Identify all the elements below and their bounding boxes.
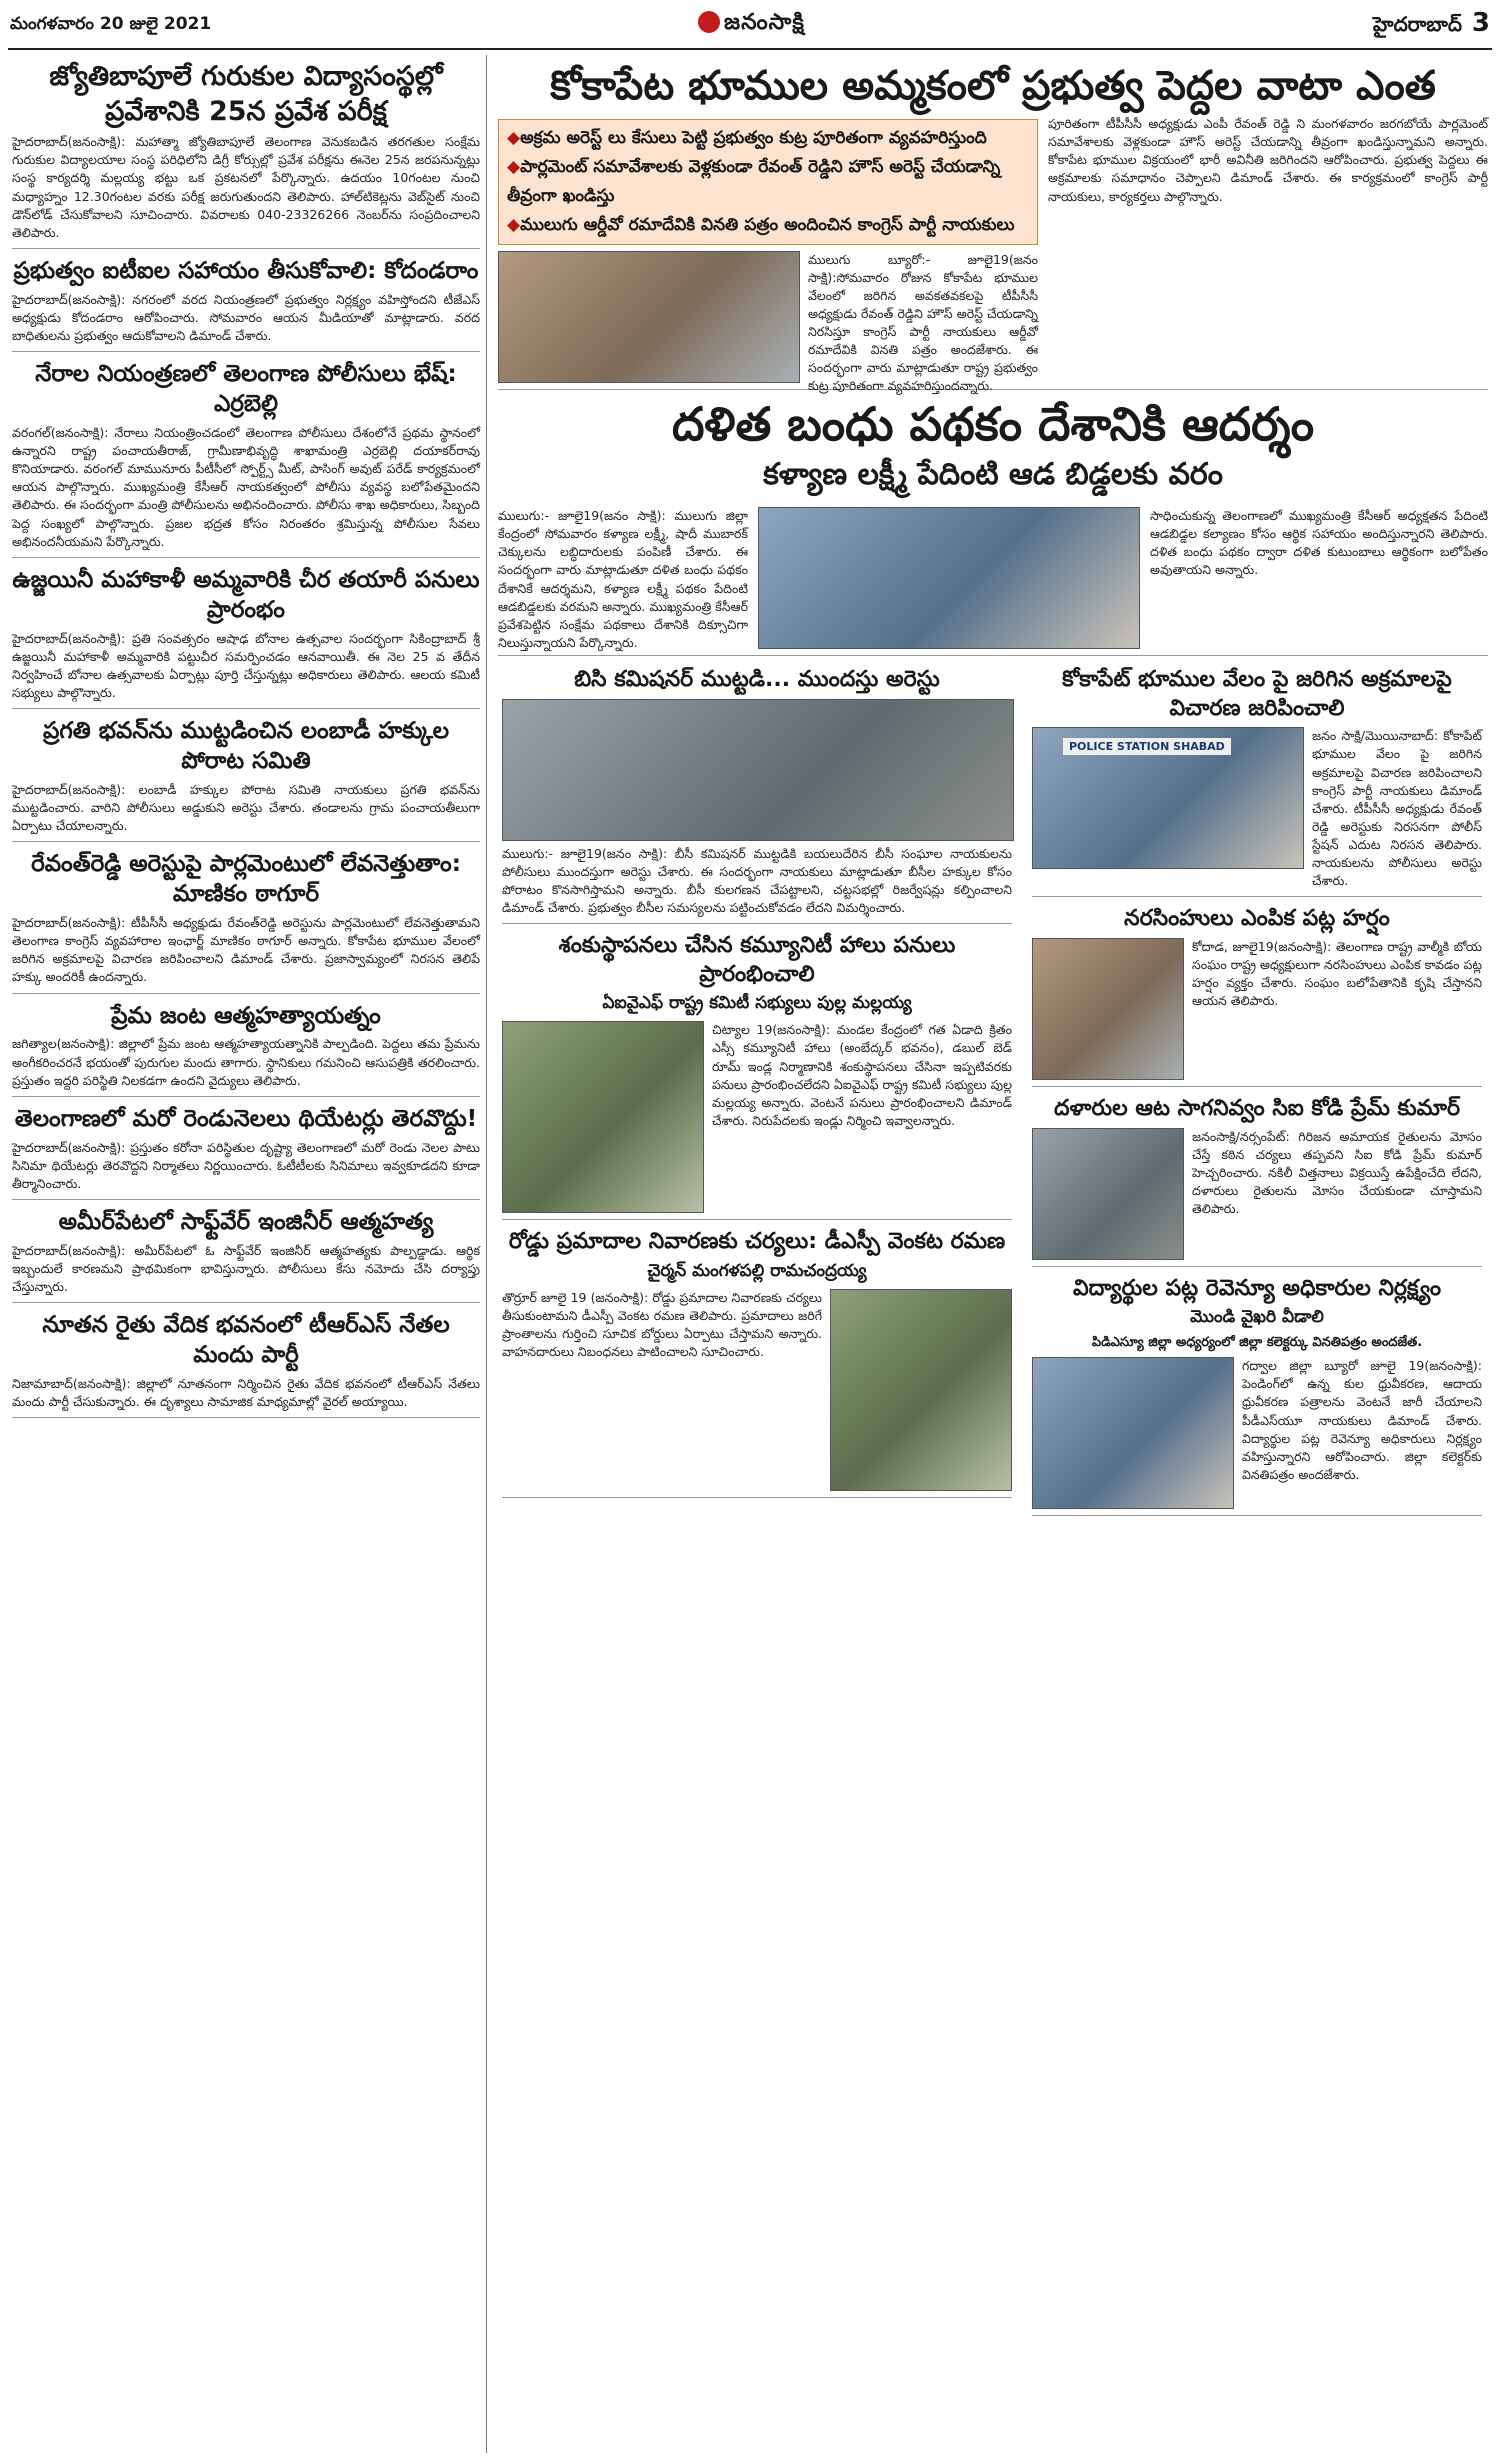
narasimhulu-headline: నరసింహులు ఎంపిక పట్ల హర్షం: [1124, 906, 1390, 932]
story-body: హైదరాబాద్(జనంసాక్షి): మహాత్మా జ్యోతిబాపూలే తెలంగాణ వెనుకబడిన తరగతుల సంక్షేమ గురుకుల విద్యాలయాల సంస్థ పరిధిలోని డిగ్రీ కోర్సుల్లో ప్రవేశ పరీక్షను ఈనెల 25న జరపనున్నట్లు సంస్థ కార్యదర్శి మల్లయ్య భట్టు ఒక ప్రకటనలో పేర్కొన్నారు. ఉదయం 10గంటల నుంచి మధ్యాహ్నం 12.30గంటల వరకు పరీక్ష జరుగుతుందని తెలిపారు. హాల్‌టికెట్లను వెబ్‌సైట్ నుంచి డౌన్‌లోడ్ చేసుకోవాలని సూచించారు. వివరాలకు 040-23326266 నెంబర్‌ను సంప్రదించాలని తెలిపారు.: [12, 134, 480, 240]
lead-headline: కోకాపేట భూముల అమ్మకంలో ప్రభుత్వ పెద్దల వాటా ఎంత: [550, 63, 1436, 109]
story-headline: ప్రగతి భవన్‌ను ముట్టడించిన లంబాడీ హక్కుల పోరాట సమితి: [42, 718, 450, 775]
lead-photo: [498, 251, 800, 383]
police-station-photo: [1032, 727, 1304, 869]
students-headline: విద్యార్థుల పట్ల రెవెన్యూ అధికారుల నిర్లక్ష్యం: [1072, 1275, 1441, 1301]
highlight-item: ◆ పార్లమెంట్ సమావేశాలకు వెళ్లకుండా రేవంత్ రెడ్డిని హౌస్ అరెస్ట్ చేయడాన్ని తీవ్రంగా ఖండిస్తు: [507, 153, 1029, 211]
station-sign: POLICE STATION SHABAD: [1063, 738, 1231, 755]
sivakodi-story: [1032, 1095, 1482, 1267]
page-header: [8, 8, 1492, 50]
edition-city: హైదరాబాద్: [1372, 12, 1462, 36]
community-headline: శంకుస్థాపనలు చేసిన కమ్యూనిటీ హాలు పనులు ప్రారంభించాలి: [558, 933, 956, 987]
story-headline: ప్రభుత్వం ఐటీఐల సహాయం తీసుకోవాలి: కోదండరాం: [13, 257, 479, 284]
highlight-item: ◆ ములుగు ఆర్డీవో రమాదేవికి వినతి పత్రం అందించిన కాంగ్రెస్ పార్టీ నాయకులు: [507, 211, 1029, 240]
dalita-body: ములుగు:- జూలై19(జనం సాక్షి): ములుగు జిల్లా కేంద్రంలో సోమవారం కళ్యాణ లక్ష్మీ, షాదీ ముబారక్ చెక్కులను లబ్ధిదారులకు పంపిణీ చేశారు. ఈ సందర్భంగా వారు మాట్లాడుతూ దళిత బంధు పథకం దేశానికే ఆదర్శమని, కళ్యాణ లక్ష్మీ పథకం పేదింటి ఆడబిడ్డలకు వరమని అన్నారు. ముఖ్యమంత్రి కేసీఆర్ ప్రవేశపెట్టిన సంక్షేమ పథకాలు దేశానికి దిక్సూచిగా నిలుస్తున్నాయని పేర్కొన్నారు.: [498, 508, 748, 650]
dalita-subheadline: కళ్యాణ లక్ష్మీ పేదింటి ఆడ బిడ్డలకు వరం: [763, 457, 1223, 493]
highlights-box: [498, 119, 1038, 245]
bc-headline: బిసి కమిషనర్ ముట్టడి... ముందస్తు అరెస్టు: [574, 667, 940, 693]
story: [12, 59, 480, 249]
narasimhulu-body: కోదాడ, జూలై19(జనంసాక్షి): తెలంగాణ రాష్ట్ర వాల్మీకి బోయ సంఘం రాష్ట్ర అధ్యక్షులుగా నరసింహులు ఎంపిక కావడం పట్ల హర్షం వ్యక్తం చేశారు. సంఘం బలోపేతానికి కృషి చేస్తానని ఆయన తెలిపారు.: [1192, 938, 1482, 1009]
story-headline: తెలంగాణలో మరో రెండునెలలు థియేటర్లు తెరవొద్దు!: [14, 1105, 478, 1132]
story-body: హైదరాబాద్(జనంసాక్షి): నగరంలో వరద నియంత్రణలో ప్రభుత్వం నిర్లక్ష్యం వహిస్తోందని టీజేఎస్ అధ్యక్షుడు కోదండరాం ఆరోపించారు. సోమవారం ఆయన మీడియాతో మాట్లాడారు. వరద బాధితులను ప్రభుత్వం ఆదుకోవాలని డిమాండ్ చేశారు.: [12, 291, 480, 344]
portrait-photo: [1032, 938, 1184, 1080]
story: [12, 717, 480, 842]
dalita-body-cont: సాధించుకున్న తెలంగాణలో ముఖ్యమంత్రి కేసీఆర్ అధ్యక్షతన పేదింటి ఆడబిడ్డల కల్యాణం కోసం ఆర్థిక సహాయం అందిస్తున్నారని తెలిపారు. దళిత బంధు పథకం ద్వారా దళిత కుటుంబాలు ఆర్థికంగా బలోపేతం అవుతాయని అన్నారు.: [1150, 508, 1488, 578]
lead-body-cont: పూరితంగా టీపీసీసీ అధ్యక్షుడు ఎంపీ రేవంత్ రెడ్డి ని మంగళవారం జరగబోయే పార్లమెంట్ సమావేశాలకు వెళ్లకుండా హౌస్ అరెస్ట్ చేయడాన్ని తీవ్రంగా ఖండిస్తున్నామని అన్నారు. కోకాపేట భూముల విక్రయంలో భారీ అవినీతి జరిగిందని ఆరోపించారు. ప్రభుత్వ పెద్దలు ఈ అక్రమాలకు సమాధానం చెప్పాలని డిమాండ్ చేశారు. ఈ కార్యక్రమంలో కాంగ్రెస్ పార్టీ నాయకులు, కార్యకర్తలు పాల్గొన్నారు.: [1048, 116, 1488, 204]
dalita-photo: [758, 507, 1140, 649]
story: [12, 566, 480, 709]
dalita-headline: దళిత బంధు పథకం దేశానికి ఆదర్శం: [671, 396, 1315, 451]
students-body: గద్వాల జిల్లా బ్యూరో జూలై 19(జనంసాక్షి): పెండింగ్‌లో ఉన్న కుల ధ్రువీకరణ, ఆదాయ ధ్రువీకరణ పత్రాలను వెంటనే జారీ చేయాలని పీడీఎస్‌యూ నాయకులు డిమాండ్ చేశారు. విద్యార్థుల పట్ల రెవెన్యూ అధికారులు నిర్లక్ష్యం వహిస్తున్నారని ఆరోపించారు. జిల్లా కలెక్టర్‌కు వినతిపత్రం అందజేశారు.: [1242, 1358, 1482, 1482]
dalita-story: [498, 396, 1488, 657]
page-number: 3: [1471, 8, 1490, 38]
story: [12, 1105, 480, 1200]
story-headline: అమీర్‌పేటలో సాఫ్ట్‌వేర్ ఇంజినీర్ ఆత్మహత్య: [58, 1209, 434, 1236]
logo-icon: [698, 11, 720, 33]
story-body: హైదరాబాద్(జనంసాక్షి): ప్రస్తుతం కరోనా పరిస్థితుల దృష్ట్యా తెలంగాణలో మరో రెండు నెలల పాటు సినిమా థియేటర్లు తెరవొద్దని నిర్మాతలు నిర్ణయించారు. ఓటీటీలకు సినిమాలు ఇవ్వకూడదని కూడా తీర్మానించారు.: [12, 1139, 480, 1191]
story: [12, 257, 480, 352]
highlight-item: ◆ అక్రమ అరెస్ట్ లు కేసులు పెట్టి ప్రభుత్వం కుట్ర పూరితంగా వ్యవహరిస్తుంది: [507, 124, 1029, 153]
kokapet-body: జనం సాక్షి/మొయినాబాద్: కోకాపేట్ భూముల వేలం పై జరిగిన అక్రమాలపై విచారణ జరిపించాలని కాంగ్రెస్ పార్టీ నాయకులు డిమాండ్ చేశారు. టీపీసీసీ అధ్యక్షుడు రేవంత్ రెడ్డి అరెస్టుకు నిరసనగా పోలీస్ స్టేషన్ ఎదుట నిరసన తెలిపారు. నాయకులను పోలీసులు అరెస్టు చేశారు.: [1312, 728, 1482, 889]
story: [12, 1002, 480, 1097]
lead-body: ములుగు బ్యూరో:- జూలై19(జనం సాక్షి):సోమవారం రోజున కోకాపేట భూముల వేలంలో జరిగిన అవకతవకలపై టీపీసీసీ అధ్యక్షుడు రేవంత్ రెడ్డిని హౌస్ అరెస్ట్ చేయడాన్ని నిరసిస్తూ కాంగ్రెస్ పార్టీ నాయకులు ఆర్డీవో రమాదేవికి వినతి పత్రం అందజేశారు. ఈ సందర్భంగా వారు మాట్లాడుతూ రాష్ట్ర ప్రభుత్వం కుట్ర పూరితంగా వ్యవహరిస్తుందన్నారు.: [808, 251, 1038, 394]
road-subheadline: చైర్మన్ మంగళపల్లి రామచంద్రయ్య: [647, 1260, 867, 1281]
story-body: నిజామాబాద్(జనంసాక్షి): జిల్లాలో నూతనంగా నిర్మించిన రైతు వేదిక భవనంలో టీఆర్ఎస్ నేతలు మందు పార్టీ చేసుకున్నారు. ఈ దృశ్యాలు సామాజిక మాధ్యమాల్లో వైరల్ అయ్యాయి.: [12, 1376, 480, 1410]
story-headline: జ్యోతిబాపూలే గురుకుల విద్యాసంస్థల్లో ప్రవేశానికి 25న ప్రవేశ పరీక్ష: [49, 61, 443, 128]
sivakodi-headline: దళారుల ఆట సాగనివ్వం సిఐ కోడి ప్రేమ్ కుమార్: [1053, 1095, 1460, 1121]
narasimhulu-story: [1032, 905, 1482, 1087]
left-column: [8, 55, 487, 2453]
bc-body: ములుగు:- జూలై19(జనం సాక్షి): బీసీ కమిషనర్ ముట్టడికి బయలుదేరిన బీసీ సంఘాల నాయకులను పోలీసులు ముందస్తుగా అరెస్టు చేశారు. ఈ సందర్భంగా నాయకులు మాట్లాడుతూ బీసీల హక్కుల కోసం పోరాటం కొనసాగిస్తామని అన్నారు. బీసీ కులగణన చేపట్టాలని, చట్టసభల్లో రిజర్వేషన్లు కల్పించాలని డిమాండ్ చేశారు. ప్రభుత్వం బీసీల సమస్యలను పట్టించుకోవడం లేదని విమర్శించారు.: [502, 845, 1012, 916]
lead-story: [498, 61, 1488, 394]
story-body: హైదరాబాద్(జనంసాక్షి): లంబాడీ హక్కుల పోరాట సమితి నాయకులు ప్రగతి భవన్‌ను ముట్టడించారు. వారిని పోలీసులు అడ్డుకుని అరెస్టు చేశారు. తండాలను గ్రామ పంచాయతీలుగా ఏర్పాటు చేయాలన్నారు.: [12, 781, 480, 834]
right-area: [494, 55, 1492, 2453]
community-subheadline: ఏఐవైఎఫ్ రాష్ట్ర కమిటీ సభ్యులు పుల్ల మల్లయ్య: [602, 993, 912, 1014]
story-headline: నేరాల నియంత్రణలో తెలంగాణ పోలీసులు భేష్: ఎర్రబెల్లి: [35, 361, 457, 418]
masthead-logo: [698, 10, 805, 40]
students-caption: పిడిఎస్యూ జిల్లా అధ్యర్యంలో జిల్లా కలెక్టర్కు వినతిపత్రం అందజేత.: [1091, 1335, 1423, 1351]
story-body: హైదరాబాద్(జనంసాక్షి): టీపీసీసీ అధ్యక్షుడు రేవంత్‌రెడ్డి అరెస్టును పార్లమెంటులో లేవనెత్తుతామని తెలంగాణ కాంగ్రెస్ వ్యవహారాల ఇంఛార్జ్ మాణికం ఠాగూర్ అన్నారు. కోకాపేట భూముల వేలంలో జరిగిన అక్రమాలపై విచారణ జరిపించాలని డిమాండ్ చేశారు. ప్రజాస్వామ్యంలో నిరసన తెలిపే హక్కు అందరికీ ఉందన్నారు.: [12, 915, 480, 985]
sivakodi-body: జనంసాక్షి/నర్సంపేట్: గిరిజన అమాయక రైతులను మోసం చేస్తే కఠిన చర్యలు తప్పవని సిఐ కోడి ప్రేమ్ కుమార్ హెచ్చరించారు. నకిలీ విత్తనాలు విక్రయిస్తే ఉపేక్షించేది లేదని, దళారులు రైతులను మోసం చేయకుండా చూస్తామని తెలిపారు.: [1192, 1128, 1482, 1217]
story-headline: నూతన రైతు వేదిక భవనంలో టీఆర్ఎస్ నేతల మందు పార్టీ: [42, 1312, 450, 1369]
community-photo: [502, 1021, 704, 1213]
kokapet-headline: కోకాపేట్ భూముల వేలం పై జరిగిన అక్రమాలపై విచారణ జరిపించాలి: [1062, 667, 1452, 721]
road-body: తొర్రూర్ జూలై 19 (జనంసాక్షి): రోడ్డు ప్రమాదాల నివారణకు చర్యలు తీసుకుంటామని డీఎస్పీ వెంకట రమణ తెలిపారు. ప్రమాదాలు జరిగే ప్రాంతాలను గుర్తించి సూచిక బోర్డులు ఏర్పాటు చేస్తామని అన్నారు. వాహనదారులు నిబంధనలు పాటించాలని సూచించారు.: [502, 1289, 822, 1360]
logo-text: జనంసాక్షి: [724, 10, 805, 35]
students-subheadline: మొండి వైఖరి వీడాలి: [1190, 1307, 1324, 1328]
issue-date: మంగళవారం 20 జులై 2021: [10, 14, 212, 34]
story-body: హైదరాబాద్(జనంసాక్షి): ప్రతి సంవత్సరం ఆషాఢ బోనాల ఉత్సవాల సందర్భంగా సికింద్రాబాద్ శ్రీ ఉజ్జయినీ మహాకాళీ అమ్మవారికి పట్టుచీర సమర్పించడం ఆనవాయితీ. ఈ నెల 25 వ తేదీన నిర్వహించే బోనాల ఉత్సవాలకు ఏర్పాట్లు పూర్తి చేస్తున్నట్లు అధికారులు తెలిపారు. ఆలయ కమిటీ సభ్యులు పాల్గొన్నారు.: [12, 630, 480, 701]
students-story: [1032, 1275, 1482, 1517]
story: [12, 360, 480, 558]
community-story: [502, 932, 1012, 1220]
story: [12, 1208, 480, 1303]
story-headline: ప్రేమ జంట ఆత్మహత్యాయత్నం: [111, 1002, 381, 1029]
story-body: వరంగల్(జనంసాక్షి): నేరాలు నియంత్రించడంలో తెలంగాణ పోలీసులు దేశంలోనే ప్రథమ స్థానంలో ఉన్నారని రాష్ట్ర పంచాయతీరాజ్, గ్రామీణాభివృద్ధి శాఖామంత్రి ఎర్రబెల్లి దయాకర్‌రావు కొనియాడారు. వరంగల్ మామునూరు పీటీసీలో స్పోర్ట్స్ మీట్, పాసింగ్ అవుట్ పరేడ్ కార్యక్రమంలో ఆయన పాల్గొన్నారు. ముఖ్యమంత్రి కేసీఆర్ నాయకత్వంలో పోలీసు వ్యవస్థ బలోపేతమైందని తెలిపారు. ఈ సందర్భంగా మంత్రి పోలీసులను అభినందించారు. పోలీసు శాఖ అధికారులు, సిబ్బంది పెద్ద సంఖ్యలో పాల్గొన్నారు. ప్రజల భద్రత కోసం నిరంతరం శ్రమిస్తున్న పోలీసుల సేవలు అభినందనీయమని పేర్కొన్నారు.: [12, 424, 480, 549]
road-photo: [830, 1289, 1012, 1491]
bc-photo: [502, 699, 1014, 841]
story-body: జగిత్యాల(జనంసాక్షి): జిల్లాలో ప్రేమ జంట ఆత్మహత్యాయత్నానికి పాల్పడింది. పెద్దలు తమ ప్రేమను అంగీకరించరనే భయంతో పురుగుల మందు తాగారు. స్థానికులు గమనించి ఆసుపత్రికి తరలించారు. ప్రస్తుతం ఇద్దరి పరిస్థితి నిలకడగా ఉందని వైద్యులు తెలిపారు.: [12, 1036, 480, 1088]
story-headline: రేవంత్‌రెడ్డి అరెస్టుపై పార్లమెంటులో లేవనెత్తుతాం: మాణికం ఠాగూర్: [31, 851, 461, 908]
bc-story: [502, 666, 1012, 924]
sivakodi-photo: [1032, 1128, 1184, 1260]
story: [12, 1311, 480, 1418]
story-headline: ఉజ్జయినీ మహాకాళీ అమ్మవారికి చీర తయారీ పనులు ప్రారంభం: [12, 566, 480, 623]
story-body: హైదరాబాద్(జనంసాక్షి): అమీర్‌పేటలో ఓ సాఫ్ట్‌వేర్ ఇంజినీర్ ఆత్మహత్యకు పాల్పడ్డాడు. ఆర్థిక ఇబ్బందులే కారణమని ప్రాథమికంగా భావిస్తున్నారు. పోలీసులు కేసు నమోదు చేసి దర్యాప్తు చేస్తున్నారు.: [12, 1243, 480, 1295]
road-headline: రోడ్డు ప్రమాదాల నివారణకు చర్యలు: డీఎస్పీ వెంకట రమణ: [508, 1229, 1006, 1255]
community-body: చిట్యాల 19(జనంసాక్షి): మండల కేంద్రంలో గత ఏడాది క్రితం ఎస్సీ కమ్యూనిటీ హాలు (అంబేద్కర్ భవనం), డబుల్ బెడ్ రూమ్ ఇండ్ల నిర్మాణానికి శంకుస్థాపనలు చేసినా ఇప్పటివరకు పనులు ప్రారంభించలేదని ఏఐవైఎఫ్ రాష్ట్ర కమిటీ సభ్యులు పుల్ల మల్లయ్య అన్నారు. వెంటనే పనులు ప్రారంభించాలని డిమాండ్ చేశారు. నిరుపేదలకు ఇండ్లు నిర్మించి ఇవ్వాలన్నారు.: [712, 1022, 1012, 1128]
students-photo: [1032, 1357, 1234, 1509]
road-story: [502, 1228, 1012, 1498]
story: [12, 850, 480, 993]
kokapet-story: [1032, 666, 1482, 897]
